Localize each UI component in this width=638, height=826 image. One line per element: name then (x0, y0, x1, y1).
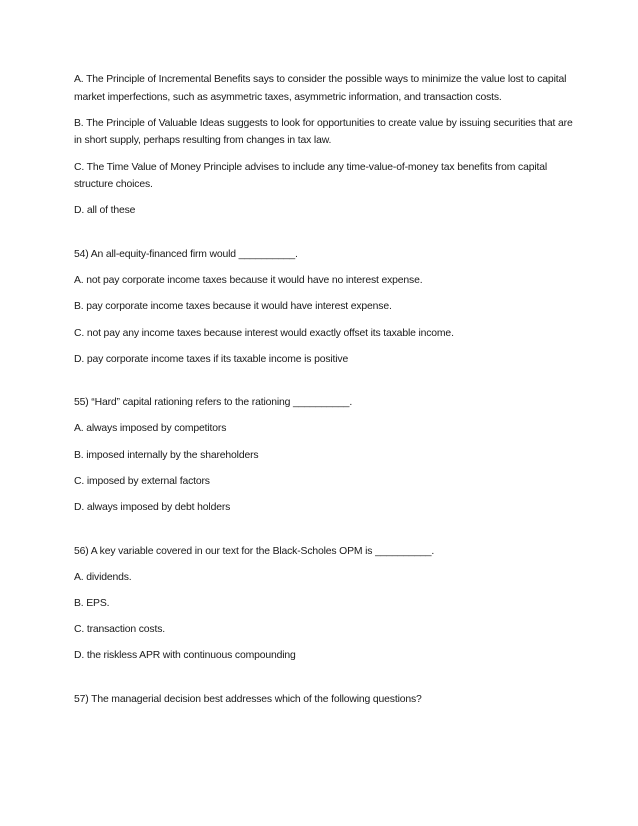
question-stem: 57) The managerial decision best addresses which of the following questions? (74, 693, 422, 705)
option-a: A. always imposed by competitors (74, 423, 227, 435)
option-b: B. EPS. (74, 598, 110, 609)
question-57 (74, 691, 574, 709)
option-d: D. always imposed by debt holders (74, 502, 231, 514)
option-c: C. not pay any income taxes because interest would exactly offset its taxable income. (74, 327, 454, 339)
question-56 (74, 543, 574, 665)
option-c: C. The Time Value of Money Principle advises to include any time-value-of-money tax benefits from capital structure choices. (74, 161, 548, 191)
option-b: B. pay corporate income taxes because it would have interest expense. (74, 301, 392, 313)
question-54 (74, 246, 574, 368)
option-b: B. imposed internally by the shareholders (74, 449, 259, 461)
option-d: D. all of these (74, 205, 136, 217)
question-stem: 54) An all-equity-financed firm would __________. (74, 248, 298, 260)
document-body (74, 71, 574, 717)
option-a: A. not pay corporate income taxes because it would have no interest expense. (74, 275, 423, 287)
question-stem: 55) “Hard” capital rationing refers to the rationing __________. (74, 397, 353, 409)
option-c: C. imposed by external factors (74, 475, 210, 487)
option-c: C. transaction costs. (74, 624, 165, 636)
option-a: A. dividends. (74, 571, 132, 583)
question-55 (74, 394, 574, 516)
question-stem: 56) A key variable covered in our text for the Black-Scholes OPM is __________. (74, 545, 435, 557)
option-a: A. The Principle of Incremental Benefits says to consider the possible ways to minimize the value lost to capital market imperfections, such as asymmetric taxes, asymmetric information, and transaction costs. (74, 74, 567, 103)
option-b: B. The Principle of Valuable Ideas suggests to look for opportunities to create value by issuing securities that are in short supply, perhaps resulting from changes in tax law. (74, 117, 573, 147)
intro-options (74, 71, 574, 220)
option-d: D. the riskless APR with continuous compounding (74, 650, 296, 662)
option-d: D. pay corporate income taxes if its taxable income is positive (74, 353, 349, 365)
